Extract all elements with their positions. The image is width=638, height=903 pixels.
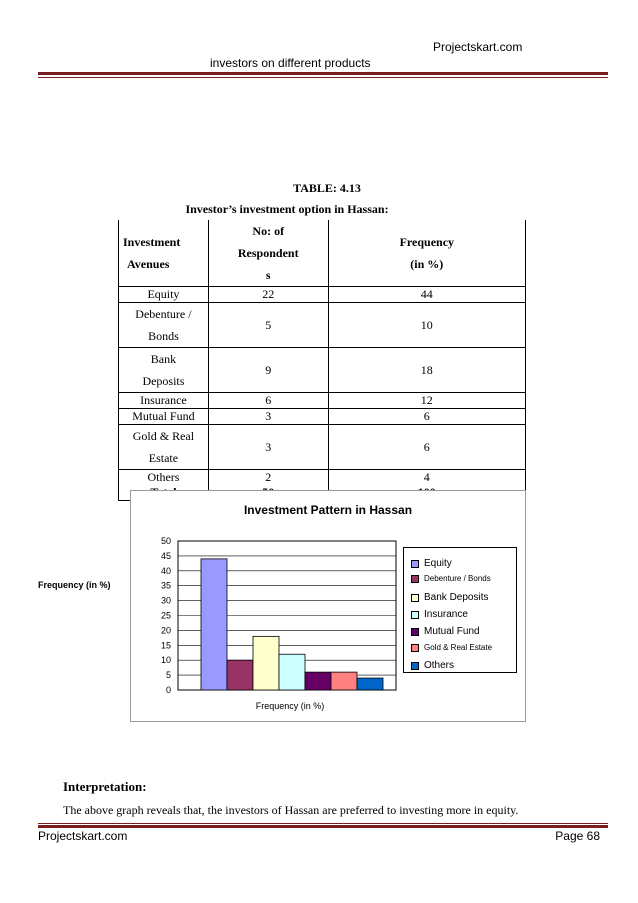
table-row	[119, 409, 526, 425]
table-caption: TABLE: 4.13	[293, 181, 361, 195]
row-respondents: 3	[208, 409, 328, 425]
table-row	[119, 348, 526, 393]
legend-swatch	[411, 628, 419, 636]
footer-page-number: Page 68	[555, 829, 600, 843]
table-row	[119, 470, 526, 486]
row-avenue-line1: Debenture /	[135, 307, 192, 321]
legend-label: Others	[424, 660, 455, 671]
legend-swatch	[411, 662, 419, 670]
legend-item	[411, 558, 452, 569]
row-avenue-line2: Deposits	[142, 374, 185, 388]
legend-swatch	[411, 594, 419, 602]
legend-item	[411, 574, 491, 583]
table-row	[119, 425, 526, 470]
chart-bar-insurance	[279, 654, 305, 690]
legend-item	[411, 643, 492, 652]
row-avenue	[119, 425, 209, 470]
row-frequency: 4	[328, 470, 525, 486]
chart-y-tick-label: 45	[160, 550, 171, 561]
table-title: Investor’s investment option in Hassan:	[185, 202, 389, 216]
chart-y-tick-label: 15	[160, 640, 171, 651]
header-avenues-line1: Investment	[123, 235, 181, 249]
interpretation-text: The above graph reveals that, the investors of Hassan are preferred to investing more in equity.	[63, 803, 519, 817]
row-avenue-line1: Gold & Real	[132, 429, 195, 443]
legend-item	[411, 592, 488, 603]
header-respondents	[208, 220, 328, 287]
chart-title: Investment Pattern in Hassan	[243, 503, 413, 517]
legend-item	[411, 609, 468, 620]
chart-bar-equity	[201, 559, 227, 690]
chart-bar-debenture-bonds	[227, 660, 253, 690]
row-avenue: Equity	[119, 287, 209, 303]
header-rule	[38, 72, 608, 75]
table-row	[119, 303, 526, 348]
header-avenues	[119, 220, 209, 287]
row-frequency: 44	[328, 287, 525, 303]
legend-swatch	[411, 644, 419, 652]
chart-bar-mutual-fund	[305, 672, 331, 690]
footer-site-name: Projectskart.com	[38, 829, 128, 843]
header-respondents-line1: No: of	[252, 224, 285, 238]
row-frequency: 18	[328, 348, 525, 393]
chart-bar-others	[357, 678, 383, 690]
header-frequency-line2: (in %)	[410, 257, 444, 271]
footer-rule	[38, 825, 608, 828]
header-avenues-line2: Avenues	[127, 257, 170, 271]
chart-y-tick-label: 20	[160, 625, 171, 636]
legend-label: Equity	[424, 558, 452, 569]
row-respondents: 6	[208, 393, 328, 409]
table-header-row	[119, 220, 526, 287]
legend-item	[411, 660, 454, 671]
header-respondents-line2: Respondent	[237, 246, 299, 260]
header-subtitle: investors on different products	[210, 56, 371, 70]
table-row	[119, 393, 526, 409]
legend-label: Gold & Real Estate	[424, 643, 493, 652]
row-respondents: 5	[208, 303, 328, 348]
chart-y-tick-label: 10	[160, 655, 171, 666]
chart-bar-gold-real-estate	[331, 672, 357, 690]
row-frequency: 10	[328, 303, 525, 348]
header-rule-thin	[38, 77, 608, 78]
chart-y-tick-label: 0	[165, 685, 171, 695]
header-frequency-line1: Frequency	[399, 235, 455, 249]
row-frequency: 6	[328, 425, 525, 470]
interpretation-heading: Interpretation:	[63, 779, 147, 794]
chart-y-axis-label: Frequency (in %)	[38, 580, 111, 590]
row-avenue-line2: Bonds	[148, 329, 179, 343]
legend-label: Mutual Fund	[424, 626, 480, 637]
row-respondents: 22	[208, 287, 328, 303]
chart-legend	[403, 547, 517, 673]
table-row	[119, 287, 526, 303]
chart-x-axis-label: Frequency (in %)	[255, 701, 325, 711]
row-respondents: 9	[208, 348, 328, 393]
row-avenue	[119, 303, 209, 348]
footer-rule-thin	[38, 823, 608, 824]
legend-swatch	[411, 611, 419, 619]
row-frequency: 6	[328, 409, 525, 425]
chart-y-tick-label: 50	[160, 536, 171, 546]
row-avenue	[119, 348, 209, 393]
legend-label: Debenture / Bonds	[424, 574, 491, 583]
row-respondents: 3	[208, 425, 328, 470]
chart-y-tick-label: 25	[160, 610, 171, 621]
header-site-name: Projectskart.com	[433, 40, 523, 54]
row-frequency: 12	[328, 393, 525, 409]
legend-swatch	[411, 560, 419, 568]
row-avenue: Others	[119, 470, 209, 486]
chart-y-tick-label: 35	[160, 580, 171, 591]
row-avenue-line1: Bank	[150, 352, 177, 366]
row-avenue: Insurance	[119, 393, 209, 409]
legend-label: Insurance	[424, 609, 468, 620]
chart-y-tick-label: 5	[165, 670, 171, 681]
legend-label: Bank Deposits	[424, 592, 489, 603]
legend-swatch	[411, 575, 419, 583]
chart-y-tick-label: 40	[160, 565, 171, 576]
header-frequency	[328, 220, 525, 287]
chart-y-tick-label: 30	[160, 595, 171, 606]
legend-item	[411, 626, 480, 637]
investment-table	[118, 220, 526, 501]
chart-bar-bank-deposits	[253, 636, 279, 690]
row-avenue-line2: Estate	[148, 451, 179, 465]
row-avenue: Mutual Fund	[119, 409, 209, 425]
row-respondents: 2	[208, 470, 328, 486]
header-respondents-line3: s	[265, 268, 271, 282]
